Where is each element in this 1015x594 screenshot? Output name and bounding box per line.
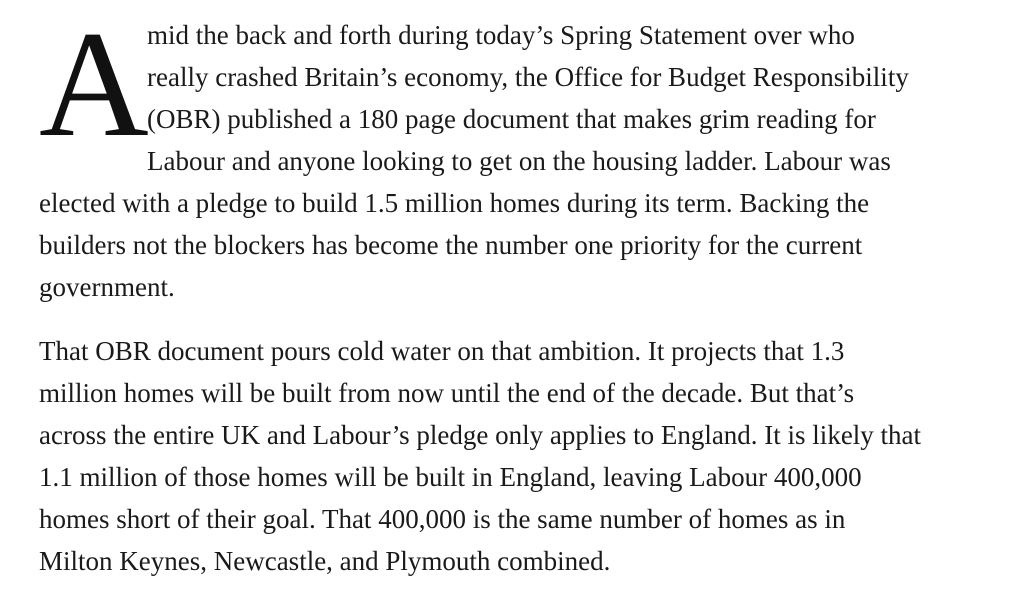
text-line: builders not the blockers has become the number one priority for the current: [39, 230, 863, 260]
text-line: homes short of their goal. That 400,000 is the same number of homes as in: [39, 504, 846, 534]
text-line: million homes will be built from now until the end of the decade. But that’s: [39, 378, 855, 408]
text-line: Labour and anyone looking to get on the housing ladder. Labour was: [147, 146, 891, 176]
article-body: [39, 0, 1004, 582]
text-line: elected with a pledge to build 1.5 million homes during its term. Backing the: [39, 188, 870, 218]
text-line: mid the back and forth during today’s Spring Statement over who: [147, 20, 855, 50]
paragraph-1: [39, 0, 1004, 308]
text-line: across the entire UK and Labour’s pledge only applies to England. It is likely that: [39, 420, 922, 450]
text-line: government.: [39, 272, 175, 302]
text-line: really crashed Britain’s economy, the Office for Budget Responsibility: [147, 62, 909, 92]
text-line: (OBR) published a 180 page document that makes grim reading for: [147, 104, 876, 134]
text-line: 1.1 million of those homes will be built in England, leaving Labour 400,000: [39, 462, 862, 492]
text-line: That OBR document pours cold water on that ambition. It projects that 1.3: [39, 336, 845, 366]
drop-cap-letter: A: [39, 0, 149, 168]
text-line: Milton Keynes, Newcastle, and Plymouth combined.: [39, 546, 611, 576]
drop-cap: [39, 0, 149, 168]
paragraph-2: [39, 330, 1004, 582]
